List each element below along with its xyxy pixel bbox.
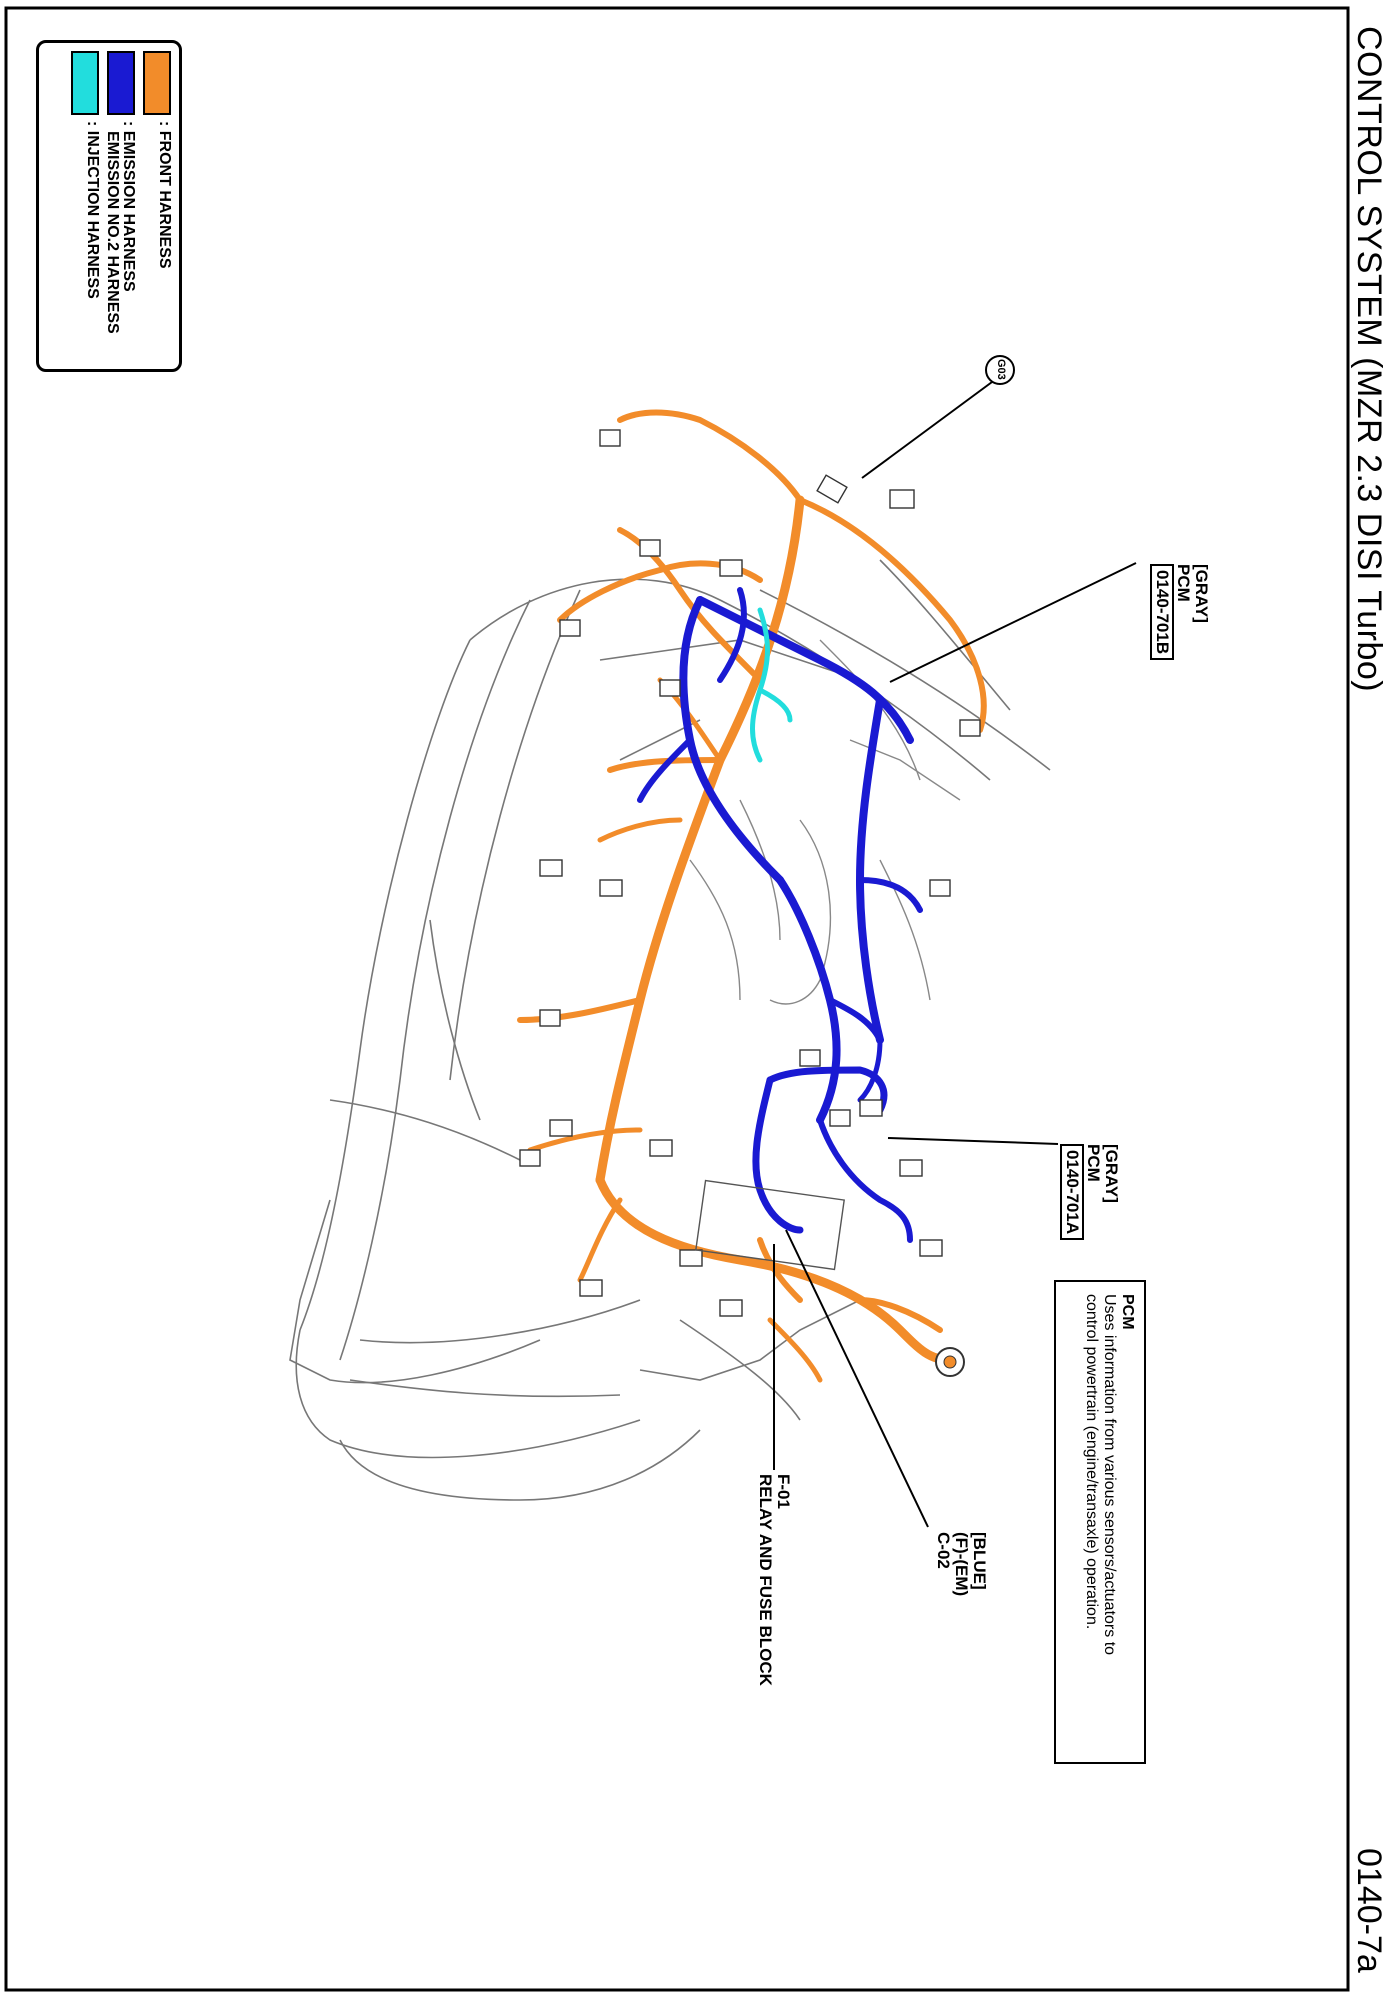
- legend-swatch-emission: [107, 51, 135, 115]
- ground-g03-label: G03: [995, 359, 1007, 380]
- callout-connector-c02: [934, 1532, 988, 1596]
- harness-legend: [36, 40, 182, 372]
- page-number: 0140-7a: [1350, 1848, 1388, 1973]
- callout-pcm-701a: [1060, 1144, 1120, 1240]
- callout-pcm-701b-name: PCM: [1174, 564, 1193, 602]
- legend-swatch-front: [143, 51, 171, 115]
- emission-harness: [640, 590, 920, 1240]
- callout-c02-color: [BLUE]: [970, 1532, 989, 1590]
- callout-pcm-701b: [1150, 564, 1210, 660]
- pcm-info-title: PCM: [1119, 1294, 1136, 1330]
- callout-c02-name: (F)-(EM): [952, 1532, 971, 1597]
- legend-label-emission-no2: EMISSION NO.2 HARNESS: [104, 131, 121, 334]
- legend-label-front: : FRONT HARNESS: [156, 121, 173, 269]
- legend-label-emission: : EMISSION HARNESS: [120, 121, 137, 292]
- callout-c02-code: C-02: [934, 1532, 953, 1569]
- page-frame: [6, 8, 1348, 1990]
- callout-pcm-701a-code: 0140-701A: [1060, 1144, 1084, 1240]
- callout-f01-name: RELAY AND FUSE BLOCK: [756, 1474, 775, 1686]
- callout-relay-fuse-block: [756, 1474, 792, 1686]
- pcm-info-line1: Uses information from various sensors/actuators to: [1101, 1294, 1118, 1656]
- pcm-info-box: [1054, 1280, 1146, 1764]
- callout-pcm-701a-name: PCM: [1084, 1144, 1103, 1182]
- callout-pcm-701b-color: [GRAY]: [1192, 564, 1211, 623]
- pcm-info-line2: control powertrain (engine/transaxle) operation.: [1083, 1294, 1100, 1630]
- callout-f01-code: F-01: [774, 1474, 793, 1509]
- legend-label-injection: : INJECTION HARNESS: [84, 121, 101, 299]
- callout-pcm-701b-code: 0140-701B: [1150, 564, 1174, 660]
- pcm-info-content: [1082, 1294, 1136, 1655]
- connectors: [520, 430, 980, 1316]
- page-title: CONTROL SYSTEM (MZR 2.3 DISI Turbo): [1350, 26, 1388, 693]
- callout-pcm-701a-color: [GRAY]: [1102, 1144, 1121, 1203]
- legend-swatch-injection: [71, 51, 99, 115]
